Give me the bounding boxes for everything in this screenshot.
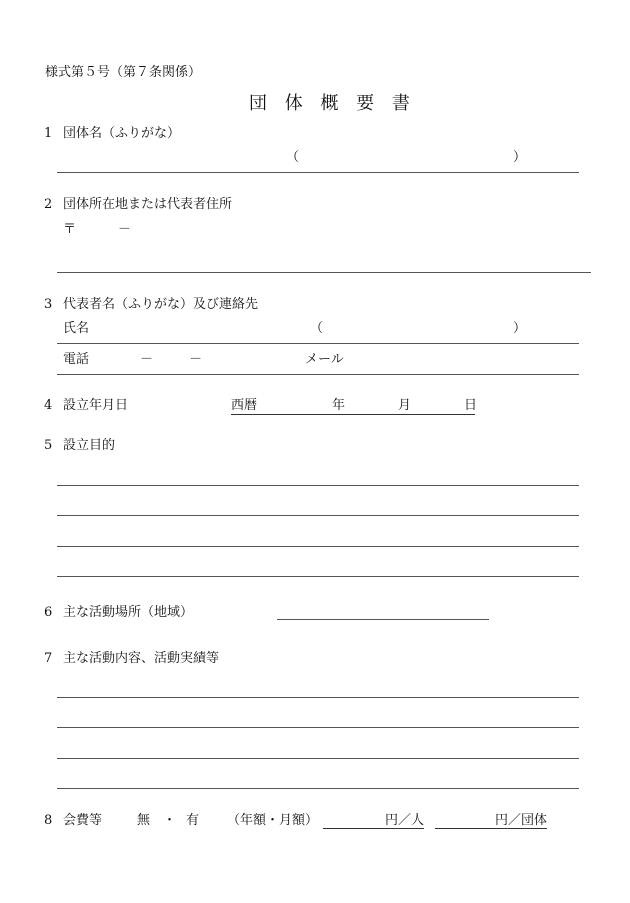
phone-dash-2: － [189,352,203,367]
furigana-paren-open: （ [286,150,300,165]
phone-dash-1: － [140,352,154,367]
per-group-unit: 円／団体 [494,813,547,828]
section-7-label: 主な活動内容、活動実績等 [63,651,220,666]
section-1-label: 団体名（ふりがな） [63,126,181,141]
activity-location-field[interactable] [277,619,489,620]
fee-none-option[interactable]: 無 [137,813,151,828]
postal-mark: 〒 [63,222,77,237]
section-5-number: 5 [44,438,53,453]
section-8-number: 8 [44,813,53,828]
section-2-label: 団体所在地または代表者住所 [63,197,233,212]
section-8-label: 会費等 [63,813,103,828]
section-6-number: 6 [44,605,53,620]
form-reference: 様式第５号（第７条関係） [45,65,202,80]
purpose-line[interactable] [57,546,579,547]
day-label: 日 [464,398,478,413]
activity-line[interactable] [57,727,579,728]
section-7-number: 7 [44,651,53,666]
representative-name-field[interactable] [57,343,579,344]
section-3-label: 代表者名（ふりがな）及び連絡先 [63,297,259,312]
page-title: 団 体 概 要 書 [249,93,416,114]
purpose-line[interactable] [57,515,579,516]
activity-line[interactable] [57,697,579,698]
section-2-number: 2 [44,197,53,212]
furigana-paren-close: ） [513,150,527,165]
era-label: 西暦 [231,398,258,413]
fee-exists-option[interactable]: 有 [186,813,200,828]
fee-period-type: （年額・月額） [227,813,319,828]
group-name-field[interactable] [57,172,579,173]
phone-label: 電話 [63,352,90,367]
purpose-line[interactable] [57,576,579,577]
activity-line[interactable] [57,788,579,789]
section-3-number: 3 [44,297,53,312]
name-paren-close: ） [513,321,527,336]
fee-option-separator: ・ [163,813,177,828]
mail-label: メール [305,352,344,367]
established-date-field[interactable] [231,398,478,415]
fee-per-group-field[interactable] [435,814,547,829]
fee-per-person-field[interactable] [323,814,424,829]
month-label: 月 [398,398,412,413]
contact-field[interactable] [57,374,579,375]
name-paren-open: （ [310,321,324,336]
section-4-label: 設立年月日 [63,398,129,413]
address-field[interactable] [57,272,591,273]
section-5-label: 設立目的 [63,438,116,453]
name-label: 氏名 [63,321,90,336]
purpose-line[interactable] [57,485,579,486]
year-label: 年 [332,398,346,413]
activity-line[interactable] [57,758,579,759]
postal-dash: － [118,222,132,237]
section-1-number: 1 [44,126,53,141]
per-person-unit: 円／人 [384,813,424,828]
section-6-label: 主な活動場所（地域） [63,605,194,620]
section-4-number: 4 [44,398,53,413]
